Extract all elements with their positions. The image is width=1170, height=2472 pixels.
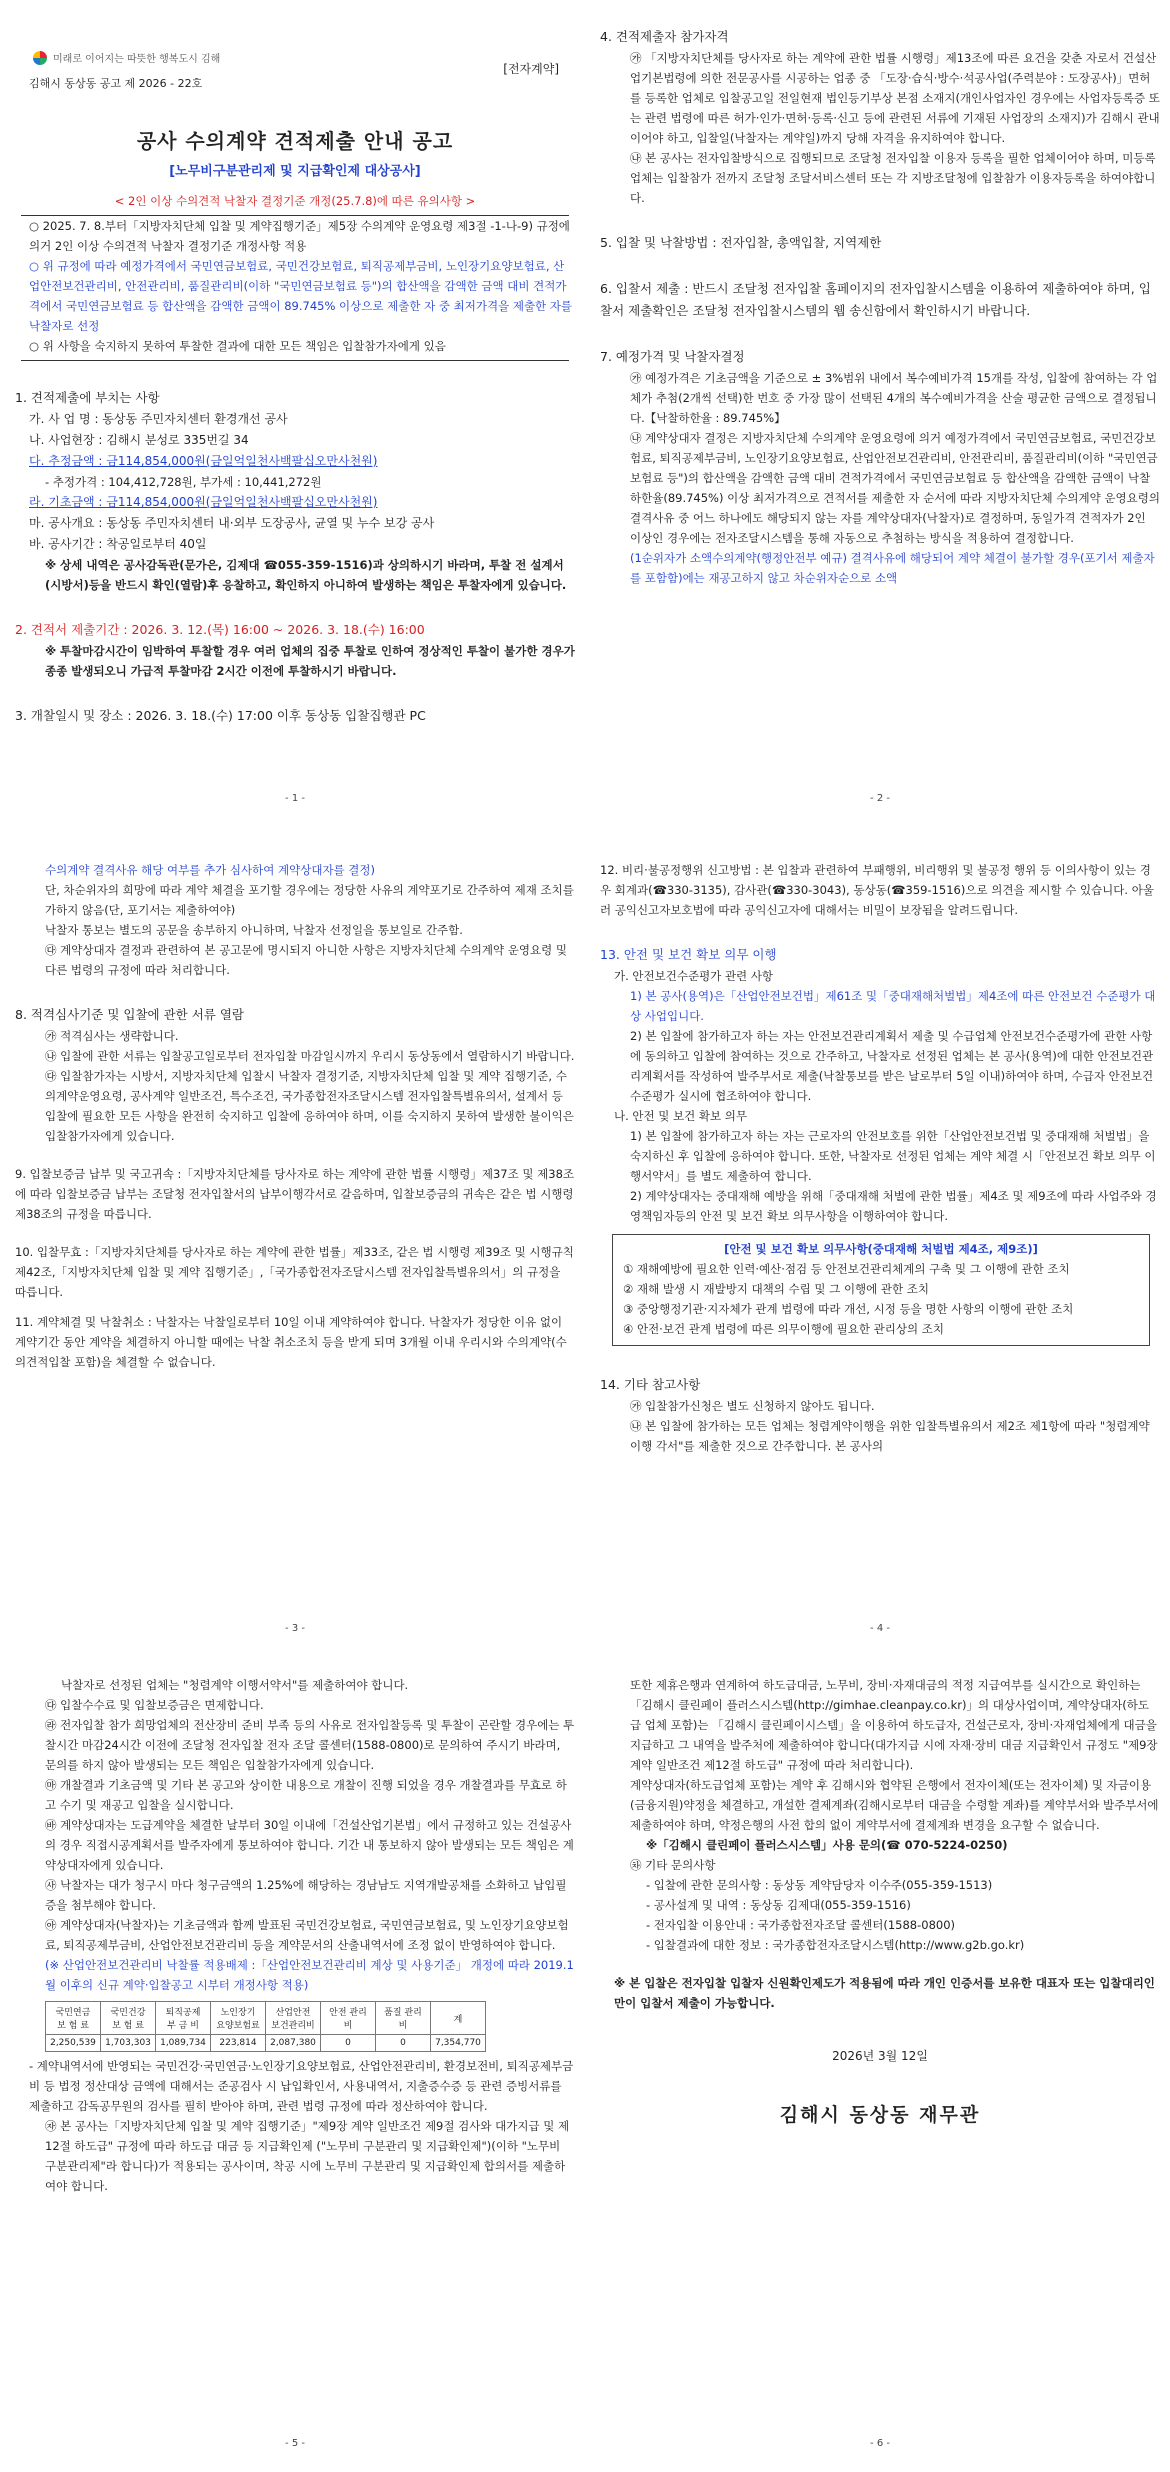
table-header: 품질 관리비 [376, 2002, 431, 2035]
s8-item: ㉯ 입찰에 관한 서류는 입찰공고일로부터 전자입찰 마감일시까지 우리시 동상동에서 열람하시기 바랍니다. [45, 1049, 575, 1063]
section-8-heading: 8. 적격심사기준 및 입찰에 관한 서류 열람 [15, 1007, 244, 1022]
s1-item: - 추정가격 : 104,412,728원, 부가세 : 10,441,272원 [45, 475, 322, 489]
section-12: 12. 비리·불공정행위 신고방법 : 본 입찰과 관련하여 부패행위, 비리행위 및 불공정 행위 등 이의사항이 있는 경우 회계과(☎330-3135), 감사관(☎330-3043), 동상동(☎359-1516)으로 의견을 제시할 수 있습니다. 아울러 공익신고자보호법에 따라 공익신고자에 대해서는 비밀이 보장됨을 알려드립니다. [600, 863, 1154, 917]
s4-item: ㉮ 「지방자치단체를 당사자로 하는 계약에 관한 법률 시행령」제13조에 따른 요건을 갖춘 자로서 건설산업기본법령에 의한 전문공사를 시공하는 업종 중 「도장·습식·방수·석공사업(주력분야 : 도장공사)」면허를 등록한 업체로 입찰공고일 전일현재 법인등기부상 본점 소재지(개인사업자인 경우에는 사업자등록증 또는 관련 법령에 따른 허가·인가·면허·등록·신고 등에 관련된 서류에 기재된 사업장의 소재지)가 김해시 관내이어야 하고, 입찰일(낙찰자는 계약일)까지 당해 자격을 유지하여야 합니다. [630, 51, 1160, 145]
table-cell: 7,354,770 [431, 2035, 486, 2052]
page-number: - 4 - [870, 1623, 890, 1634]
s8-item: ㉰ 입찰참가자는 시방서, 지방자치단체 입찰시 낙찰자 결정기준, 지방자치단체 입찰 및 계약 집행기준, 수의계약운영요령, 공사계약 일반조건, 특수조건, 국가종합전자조달시스템 전자입찰특별유의서, 설계서 등 입찰에 필요한 모든 사항을 완전히 숙지하고 입찰에 응하여야 하며, 이를 숙지하지 못하여 발생한 불이익은 입찰참가자에게 있습니다. [45, 1069, 574, 1143]
s8-item: ㉮ 적격심사는 생략합니다. [45, 1029, 179, 1043]
page-5 [15, 1665, 575, 2455]
s2-note: ※ 투찰마감시간이 임박하여 투찰할 경우 여러 업체의 집중 투찰로 인하여 정상적인 투찰이 불가한 경우가 종종 발생되오니 가급적 투찰마감 2시간 이전에 투찰하시기 바랍니다. [45, 644, 575, 678]
s13-item: 1) 본 입찰에 참가하고자 하는 자는 근로자의 안전보호를 위한「산업안전보건법 및 중대재해 처벌법」을 숙지하신 후 입찰에 응하여야 합니다. 또한, 낙찰자로 선정된 업체는 계약 체결 시「안전보건 확보 의무 이행서약서」를 별도 제출하여 합니다. [630, 1129, 1156, 1183]
box-title: [안전 및 보건 확보 의무사항(중대재해 처벌법 제4조, 제9조)] [724, 1242, 1038, 1256]
table-cell: 1,703,303 [101, 2035, 156, 2052]
page-number: - 5 - [285, 2438, 305, 2449]
page-number: - 1 - [285, 793, 305, 804]
s1-item: 라. 기초금액 : 금114,854,000원(금일억일천사백팔십오만사천원) [29, 495, 378, 509]
safety-duty-box [612, 1234, 1150, 1346]
s1-item: 다. 추정금액 : 금114,854,000원(금일억일천사백팔십오만사천원) [29, 454, 378, 468]
section-6-heading: 6. 입찰서 제출 : 반드시 조달청 전자입찰 홈페이지의 전자입찰시스템을 이용하여 제출하여야 하며, 입찰서 제출확인은 조달청 전자입찰시스템의 웹 송신함에서 확인하시기 바랍니다. [600, 281, 1151, 318]
issuing-org: 김해시 동상동 재무관 [779, 2104, 981, 2126]
section-10: 10. 입찰무효 :「지방자치단체를 당사자로 하는 계약에 관한 법률」제33조, 같은 법 시행령 제39조 및 시행규칙 제42조,「지방자치단체 입찰 및 계약 집행기준」,「국가종합전자조달시스템 전자입찰특별유의서」의 규정을 따릅니다. [15, 1245, 574, 1299]
cont-line: 낙찰자 통보는 별도의 공문을 송부하지 아니하며, 낙찰자 선정일을 통보일로 간주함. [45, 923, 463, 937]
bullet-1: ○ 2025. 7. 8.부터「지방자치단체 입찰 및 계약집행기준」제5장 수의계약 운영요령 제3절 -1-나-9) 규정에 의거 2인 이상 수의견적 낙찰자 결정기준 개정사항 적용 [29, 219, 570, 253]
page-title: 공사 수의계약 견적제출 안내 공고 [136, 129, 454, 153]
table-header: 퇴직공제 부 금 비 [156, 2002, 211, 2035]
p5-after: ㉶ 본 공사는「지방자치단체 입찰 및 계약 집행기준」"제9장 계약 일반조건 제9절 검사와 대가지급 및 제12절 하도급" 규정에 따라 하도급 대금 등 지급확인제 ("노무비 구분관리 및 지급확인제")(이하 "노무비 구분관리제"라 합니다)가 적용되는 공사이며, 착공 시에 노무비 구분관리 및 지급확인제 합의서를 제출하여야 합니다. [45, 2119, 570, 2193]
section-4-heading: 4. 견적제출자 참가자격 [600, 29, 729, 44]
s13-item: 나. 안전 및 보건 확보 의무 [614, 1109, 748, 1123]
p5-item: ㉱ 전자입찰 참가 희망업체의 전산장비 준비 부족 등의 사유로 전자입찰등록 및 투찰이 곤란할 경우에는 투찰시간 마감24시간 이전에 조달청 전자입찰 전자 조달 콜센터(1588-0800)로 문의하여 주시기 바라며, 문의를 하지 않아 발생되는 모든 책임은 입찰참가자에게 있습니다. [45, 1718, 575, 1772]
box-item: ③ 중앙행정기관·지자체가 관계 법령에 따라 개선, 시정 등을 명한 사항의 이행에 관한 조치 [623, 1302, 1074, 1316]
s4-item: ㉯ 본 공사는 전자입찰방식으로 집행되므로 조달청 전자입찰 이용자 등록을 필한 업체이어야 하며, 미등록업체는 입찰참가 전까지 조달청 조달서비스센터 또는 각 지방조달청에 입찰참가 이용자등록을 하여야합니다. [630, 151, 1156, 205]
p5-item: ㉰ 입찰수수료 및 입찰보증금은 면제합니다. [45, 1698, 264, 1712]
table-header: 국민연금 보 험 료 [46, 2002, 101, 2035]
table-cell: 0 [321, 2035, 376, 2052]
section-11: 11. 계약체결 및 낙찰취소 : 낙찰자는 낙찰일로부터 10일 이내 계약하여야 합니다. 낙찰자가 정당한 이유 없이 계약기간 동안 계약을 체결하지 아니할 때에는 낙찰 취소조치 등을 받게 되며 3개월 이내 우리시와 수의계약(수의견적입찰 포함)을 체결할 수 없습니다. [15, 1315, 567, 1369]
section-13-heading: 13. 안전 및 보건 확보 의무 이행 [600, 947, 777, 962]
box-item: ① 재해예방에 필요한 인력·예산·점검 등 안전보건관리체계의 구축 및 그 이행에 관한 조치 [623, 1262, 1070, 1276]
bullet-3: ○ 위 사항을 숙지하지 못하여 투찰한 결과에 대한 모든 책임은 입찰참가자에게 있음 [29, 339, 446, 353]
cont-line: ㉰ 계약상대자 결정과 관련하여 본 공고문에 명시되지 아니한 사항은 지방자치단체 수의계약 운영요령 및 다른 법령의 규정에 따라 처리합니다. [45, 943, 567, 977]
section-7-heading: 7. 예정가격 및 낙찰자결정 [600, 349, 745, 364]
page-4 [600, 850, 1160, 1640]
final-note: ※ 본 입찰은 전자입찰 입찰자 신원확인제도가 적용됨에 따라 개인 인증서를 보유한 대표자 또는 입찰대리인만이 입찰서 제출이 가능합니다. [614, 1976, 1155, 2010]
caution-note: < 2인 이상 수의견적 낙찰자 결정기준 개정(25.7.8)에 따른 유의사항 > [114, 194, 476, 208]
section-14-heading: 14. 기타 참고사항 [600, 1377, 701, 1392]
insurance-cost-table [45, 2001, 486, 2052]
s1-item: 나. 사업현장 : 김해시 분성로 335번길 34 [29, 433, 249, 447]
page-number: - 6 - [870, 2438, 890, 2449]
page-3 [15, 850, 575, 1640]
slogan: 미래로 이어지는 따뜻한 행복도시 김해 [53, 54, 221, 65]
section-9: 9. 입찰보증금 납부 및 국고귀속 :「지방자치단체를 당사자로 하는 계약에 관한 법률 시행령」제37조 및 제38조에 따라 입찰보증금 납부는 조달청 전자입찰서의 납부이행각서로 갈음하며, 입찰보증금의 귀속은 같은 법 시행령 제38조의 규정을 따릅니다. [15, 1167, 574, 1221]
p6-item: - 공사설계 및 내역 : 동상동 김제대(055-359-1516) [646, 1898, 911, 1912]
issue-date: 2026년 3월 12일 [832, 2049, 928, 2063]
p5-item: ㉵ 계약상대자(낙찰자)는 기초금액과 함께 발표된 국민건강보험료, 국민연금보험료, 및 노인장기요양보험료, 퇴직공제부금비, 산업안전보건관리비 등을 계약문서의 산출내역서에 조정 없이 반영하여야 합니다. [45, 1918, 569, 1952]
s1-item: 마. 공사개요 : 동상동 주민자치센터 내·외부 도장공사, 균열 및 누수 보강 공사 [29, 516, 435, 530]
table-cell: 2,087,380 [266, 2035, 321, 2052]
table-header: 국민건강 보 험 료 [101, 2002, 156, 2035]
table-header: 계 [431, 2002, 486, 2035]
box-item: ② 재해 발생 시 재발방지 대책의 수립 및 그 이행에 관한 조치 [623, 1282, 930, 1296]
cont-line: 단, 차순위자의 희망에 따라 계약 체결을 포기할 경우에는 정당한 사유의 계약포기로 간주하여 제재 조치를 가하지 않음(단, 포기서는 제출하여야) [45, 883, 574, 917]
table-header: 노인장기 요양보험료 [211, 2002, 266, 2035]
p5-item: 낙찰자로 선정된 업체는 "청렴계약 이행서약서"를 제출하여야 합니다. [61, 1678, 409, 1692]
section-5-heading: 5. 입찰 및 낙찰방법 : 전자입찰, 총액입찰, 지역제한 [600, 235, 882, 250]
table-cell: 223,814 [211, 2035, 266, 2052]
table-cell: 1,089,734 [156, 2035, 211, 2052]
city-logo [33, 50, 575, 65]
notice-number: 김해시 동상동 공고 제 2026 - 22호 [29, 77, 203, 90]
s14-item: ㉯ 본 입찰에 참가하는 모든 업체는 청렴계약이행을 위한 입찰특별유의서 제2조 제1항에 따라 "청렴계약 이행 각서"를 제출한 것으로 간주합니다. 본 공사의 [630, 1419, 1150, 1453]
s1-note: ※ 상세 내역은 공사감독관(문가은, 김제대 ☎055-359-1516)과 상의하시기 바라며, 투찰 전 설계서(시방서)등을 반드시 확인(열람)후 응찰하고, 확인하지 아니하여 발생하는 책임은 투찰자에게 있습니다. [45, 558, 567, 592]
s7-item: (1순위자가 소액수의계약(행정안전부 예규) 결격사유에 해당되어 계약 체결이 불가할 경우(포기서 제출자를 포함함)에는 재공고하지 않고 차순위자순으로 소액 [630, 551, 1155, 585]
cont-line: 수의계약 결격사유 해당 여부를 추가 심사하여 계약상대자를 결정) [45, 863, 376, 877]
city-logo-icon [33, 51, 47, 65]
table-header: 산업안전 보건관리비 [266, 2002, 321, 2035]
p6-item: - 전자입찰 이용안내 : 국가종합전자조달 콜센터(1588-0800) [646, 1918, 956, 1932]
s1-item: 바. 공사기간 : 착공일로부터 40일 [29, 537, 207, 551]
table-cell: 2,250,539 [46, 2035, 101, 2052]
page-number: - 3 - [285, 1623, 305, 1634]
section-3-heading: 3. 개찰일시 및 장소 : 2026. 3. 18.(수) 17:00 이후 동상동 입찰집행관 PC [15, 708, 426, 723]
s13-item: 2) 본 입찰에 참가하고자 하는 자는 안전보건관리계획서 제출 및 수급업체 안전보건수준평가에 관한 사항에 동의하고 입찰에 참여하는 것으로 간주하고, 낙찰자로 선정된 업체는 본 공사(용역)에 대한 안전보건관리계획서를 작성하여 발주부서로 제출(낙찰통보를 받은 날로부터 5일 이내)하여야 하며, 수급자 안전보건수준평가 실시에 협조하여야 합니다. [630, 1029, 1154, 1103]
bullet-2: ○ 위 규정에 따라 예정가격에서 국민연금보험료, 국민건강보험료, 퇴직공제부금비, 노인장기요양보험료, 산업안전보건관리비, 안전관리비, 품질관리비(이하 "국민연금보험료 등")의 합산액을 감액한 금액 대비 견적가격에서 국민연금보험료 등 합산액을 감액한 금액이 89.745% 이상으로 제출한 자 중 최저가격을 제출한 자를 낙찰자로 선정 [29, 259, 573, 333]
s7-item: ㉯ 계약상대자 결정은 지방자치단체 수의계약 운영요령에 의거 예정가격에서 국민연금보험료, 국민건강보험료, 퇴직공제부금비, 노인장기요양보험료, 산업안전보건관리비, 안전관리비, 품질관리비(이하 "국민연금보험료 등")의 합산액을 감액한 금액 대비 견적가격에서 국민연금보험료 등 합산액을 감액한 금액이 낙찰하한율(89.745%) 이상 최저가격으로 견적서를 제출한 자 순서에 따라 지방자치단체 수의계약 운영요령의 결격사유 중 어느 하나에도 해당되지 않는 자를 계약상대자(낙찰자)로 결정하며, 동일가격 견적자가 2인 이상인 경우에는 전자조달시스템을 통해 자동으로 추첨하는 방식을 적용하여 결정합니다. [630, 431, 1160, 545]
s13-item: 2) 계약상대자는 중대재해 예방을 위해「중대재해 처벌에 관한 법률」제4조 및 제9조에 따라 사업주와 경영책임자등의 안전 및 보건 확보 의무사항을 이행하여야 합니다. [630, 1189, 1157, 1223]
p5-note: (※ 산업안전보건관리비 낙찰률 적용배제 :「산업안전보건관리비 계상 및 사용기준」 개정에 따라 2019.1월 이후의 신규 계약·입찰공고 시부터 개정사항 적용) [45, 1958, 574, 1992]
table-cell: 0 [376, 2035, 431, 2052]
page-subtitle: [노무비구분관리제 및 지급확인제 대상공사] [169, 164, 421, 179]
page-2 [600, 20, 1160, 810]
divider [21, 360, 569, 361]
s13-item: 가. 안전보건수준평가 관련 사항 [614, 969, 774, 983]
section-1-heading: 1. 견적제출에 부치는 사항 [15, 390, 160, 405]
p6-item: 계약상대자(하도급업체 포함)는 계약 후 김해시와 협약된 은행에서 전자이체(또는 전자이체) 및 자금이용(금융지원)약정을 체결하고, 개설한 결제계좌(김해시로부터 대금을 수령할 계좌)를 계약부서와 발주부서에 제출하여야 하며, 약정은행의 사전 합의 없이 계약부서에 결제계좌 변경을 요구할 수 없습니다. [630, 1778, 1159, 1832]
p6-item: ※「김해시 클린페이 플러스시스템」사용 문의(☎ 070-5224-0250) [646, 1838, 1008, 1852]
p6-item: 또한 제휴은행과 연계하여 하도급대금, 노무비, 장비·자재대금의 적정 지급여부를 실시간으로 확인하는「김해시 클린페이 플러스시스템(http://gimhae.cleanpay.co.kr)」의 대상사업이며, 계약상대자(하도급 업체 포함)는 「김해시 클린페이시스템」을 이용하여 하도급자, 건설근로자, 장비·자재업체에게 대금을 지급하고 그 내역을 발주처에 제출하여야 합니다(대가지급 시에 자재·장비 대금 지급확인서 규정도 "제9장 계약 일반조건 제12절 하도급" 규정에 따라 처리합니다). [630, 1678, 1158, 1772]
p5-item: ㉳ 계약상대자는 도급계약을 체결한 날부터 30일 이내에「건설산업기본법」에서 규정하고 있는 건설공사의 경우 직접시공계획서를 발주자에게 통보하여야 합니다. 기간 내 통보하지 않아 발생되는 모든 책임은 계약상대자에게 있습니다. [45, 1818, 574, 1872]
p5-item: ㉴ 낙찰자는 대가 청구시 마다 청구금액의 1.25%에 해당하는 경남남도 지역개발공채를 소화하고 납입필증을 첨부해야 합니다. [45, 1878, 567, 1912]
box-item: ④ 안전·보건 관계 법령에 따른 의무이행에 필요한 관리상의 조치 [623, 1322, 944, 1336]
s13-item: 1) 본 공사(용역)은「산업안전보건법」제61조 및「중대재해처벌법」제4조에 따른 안전보건 수준평가 대상 사업입니다. [630, 989, 1156, 1023]
page-number: - 2 - [870, 793, 890, 804]
table-header: 안전 관리비 [321, 2002, 376, 2035]
s7-item: ㉮ 예정가격은 기초금액을 기준으로 ± 3%범위 내에서 복수예비가격 15개를 작성, 입찰에 참여하는 각 업체가 추첨(2개씩 선택)한 번호 중 가장 많이 선택된 4개의 복수예비가격을 산술 평균한 금액으로 결정됩니다.【낙찰하한율 : 89.745%】 [630, 371, 1158, 425]
page-1 [15, 20, 575, 810]
contract-type: [전자계약] [503, 62, 559, 76]
page-6 [600, 1665, 1160, 2455]
s14-item: ㉮ 입찰참가신청은 별도 신청하지 않아도 됩니다. [630, 1399, 875, 1413]
p5-item: ㉲ 개찰결과 기초금액 및 기타 본 공고와 상이한 내용으로 개찰이 진행 되었을 경우 개찰결과를 무효로 하고 수기 및 재공고 입찰을 실시합니다. [45, 1778, 567, 1812]
p6-item: ㉷ 기타 문의사항 [630, 1858, 716, 1872]
p6-item: - 입찰결과에 대한 정보 : 국가종합전자조달시스템(http://www.g2b.go.kr) [646, 1938, 1025, 1952]
s1-item: 가. 사 업 명 : 동상동 주민자치센터 환경개선 공사 [29, 412, 288, 426]
p5-after: - 계약내역서에 반영되는 국민건강·국민연금·노인장기요양보험료, 산업안전관리비, 환경보전비, 퇴직공제부금비 등 법정 정산대상 금액에 대해서는 준공검사 시 납입확인서, 사용내역서, 지출증수증 등 관련 증빙서류를 제출하고 감독공무원의 검사를 필히 받아야 하며, 관련 법령 규정에 따라 정산하여야 합니다. [29, 2059, 574, 2113]
p6-item: - 입찰에 관한 문의사항 : 동상동 계약담당자 이수주(055-359-1513) [646, 1878, 993, 1892]
section-2-heading: 2. 견적서 제출기간 : 2026. 3. 12.(목) 16:00 ~ 2026. 3. 18.(수) 16:00 [15, 622, 425, 637]
